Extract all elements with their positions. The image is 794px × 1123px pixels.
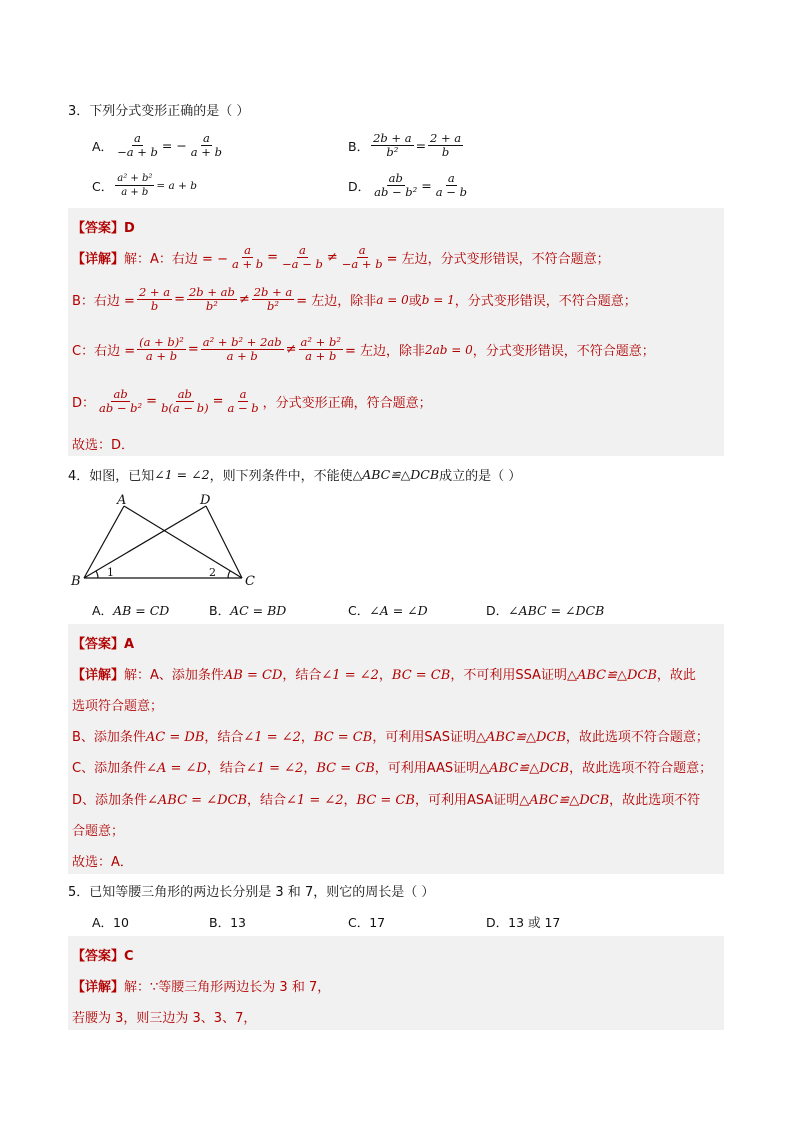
- frac-num: (a + b)²: [139, 335, 184, 349]
- q3-choose: 故选：D．: [72, 438, 135, 453]
- option-label: B．: [348, 138, 370, 154]
- q5-option-a: A．10: [92, 915, 129, 930]
- angle-1-arc: [96, 571, 98, 578]
- op: =: [415, 138, 427, 153]
- q4-detail-l3: [72, 757, 712, 776]
- frac-den: a + b: [231, 257, 264, 271]
- frac-num: a: [447, 171, 455, 185]
- text: ，: [378, 668, 392, 683]
- math: △ABC≌△DCB: [475, 730, 566, 745]
- q3-detail-b: [72, 286, 637, 313]
- option-label: D．: [348, 178, 371, 194]
- text: ，: [303, 761, 317, 776]
- option-math: ∠A = ∠D: [369, 603, 428, 618]
- frac-num: a: [244, 243, 251, 257]
- text: ，故此选项不符合题意；: [565, 730, 709, 745]
- frac-den: a − b: [435, 185, 467, 199]
- q4-detail-l2: [72, 726, 709, 745]
- op: =: [267, 250, 279, 265]
- text: B、添加条件: [72, 730, 146, 745]
- frac-den: −a + b: [117, 145, 158, 159]
- text: = 左边，除非: [296, 294, 377, 309]
- frac-num: a² + b²: [300, 335, 341, 349]
- frac-den: a − b: [227, 401, 259, 415]
- q4-detail-l4b: 合题意；: [72, 824, 125, 839]
- detail-head: 【详解】: [72, 252, 125, 267]
- op: ≠: [285, 342, 297, 357]
- text: ，故此选项不符合题意；: [569, 761, 713, 776]
- op: ≠: [238, 292, 250, 307]
- text: ，可利用AAS证明: [374, 761, 480, 776]
- math: ∠A = ∠D: [146, 761, 207, 776]
- q3-stem: 3．下列分式变形正确的是（ ）: [68, 104, 250, 119]
- text: D、添加条件: [72, 793, 148, 808]
- q5-answer: 【答案】C: [72, 949, 134, 964]
- text: D：: [72, 396, 96, 411]
- math: ∠1 = ∠2: [321, 668, 379, 683]
- detail-head: 【详解】: [72, 980, 125, 995]
- frac-den: a + b: [190, 145, 222, 159]
- frac-num: a: [239, 387, 247, 401]
- frac-num: ab: [177, 387, 192, 401]
- frac-den: a + b: [226, 349, 258, 363]
- text: ，故此选项不符: [609, 793, 701, 808]
- q5-option-d: D．13 或 17: [486, 915, 561, 930]
- op: ≠: [326, 250, 338, 265]
- text: ，结合: [282, 668, 322, 683]
- segment-bd: [84, 506, 206, 578]
- q5-detail-l2: 若腰为 3，则三边为 3、3、7，: [72, 1011, 257, 1026]
- q4-option-d: [486, 601, 604, 619]
- frac-den: a + b: [121, 187, 149, 198]
- frac-num: 2b + a: [253, 285, 293, 299]
- frac-den: b: [150, 299, 159, 313]
- option-label: A．: [92, 138, 114, 154]
- math: △ABC≌△DCB: [566, 668, 657, 683]
- math: ∠1 = ∠2: [245, 761, 304, 776]
- frac-den: ab − b²: [374, 185, 418, 199]
- q3-option-d: [348, 172, 471, 199]
- math: AC = DB: [145, 730, 205, 745]
- frac-den: −a − b: [282, 257, 323, 271]
- text: ，分式变形错误，不符合题意；: [454, 294, 637, 309]
- text: = 左边，分式变形错误，不符合题意；: [386, 252, 610, 267]
- q5-option-b: B．13: [209, 915, 246, 930]
- frac-num: ab: [113, 387, 128, 401]
- math: △ABC≌△DCB: [519, 793, 610, 808]
- op: =: [174, 292, 185, 307]
- option-label: B．: [209, 603, 231, 618]
- q4-option-c: [348, 601, 428, 619]
- q5-stem: 5．已知等腰三角形的两边长分别是 3 和 7，则它的周长是（ ）: [68, 885, 435, 900]
- q3-detail-c: [72, 336, 655, 363]
- math: BC = CB: [313, 730, 373, 745]
- text: ，结合: [206, 761, 246, 776]
- frac-den: b: [441, 145, 450, 159]
- option-math: AB = CD: [113, 603, 170, 618]
- frac-den: b(a − b): [161, 401, 209, 415]
- frac-num: 2b + ab: [188, 285, 235, 299]
- frac-den: a + b: [305, 349, 337, 363]
- q4-answer: 【答案】A: [72, 637, 135, 652]
- q4-detail-l4: [72, 789, 700, 808]
- text: B：右边 =: [72, 294, 135, 309]
- q4-detail-l1: [72, 664, 696, 683]
- text: ，分式变形正确，符合题意；: [262, 396, 432, 411]
- text: ，不可利用SSA证明: [450, 668, 567, 683]
- math: BC = CB: [356, 793, 415, 808]
- math: ∠1 = ∠2: [243, 730, 301, 745]
- q3-option-c: [92, 172, 197, 199]
- math: ∠1 = ∠2: [286, 793, 344, 808]
- frac-num: a: [134, 131, 141, 145]
- text: ，: [343, 793, 357, 808]
- text: ，故此: [656, 668, 696, 683]
- option-label: C．: [92, 178, 114, 194]
- math: BC = CB: [391, 668, 451, 683]
- frac-num: a: [202, 131, 210, 145]
- math: b = 1: [421, 292, 455, 307]
- frac-den: ab − b²: [99, 401, 143, 415]
- q3-option-a: [92, 132, 226, 159]
- math: a = 0: [376, 292, 409, 307]
- frac-num: ab: [388, 171, 403, 185]
- text: = 左边，除非: [344, 344, 425, 359]
- text: C：右边 =: [72, 344, 136, 359]
- frac-den: b²: [266, 299, 279, 313]
- frac-num: 2b + a: [373, 131, 412, 145]
- triangle-figure: [68, 492, 268, 592]
- label-c: C: [245, 574, 255, 589]
- frac-num: a² + b² + 2ab: [202, 335, 282, 349]
- math: 2ab = 0: [424, 342, 473, 357]
- option-math: AC = BD: [230, 603, 287, 618]
- angle-2-label: 2: [209, 566, 216, 579]
- text: C、添加条件: [72, 761, 147, 776]
- op: = −: [161, 138, 187, 153]
- frac-num: a² + b²: [117, 173, 153, 184]
- op: =: [212, 394, 224, 409]
- q4-choose: 故选：A．: [72, 855, 133, 870]
- frac-den: a + b: [145, 349, 178, 363]
- q4-option-a: [92, 601, 169, 619]
- q5-detail-l1: [72, 976, 330, 995]
- option-label: A．: [92, 603, 114, 618]
- frac-num: a: [358, 243, 366, 257]
- op: =: [187, 342, 199, 357]
- math: ∠1 = ∠2: [154, 467, 210, 482]
- frac-num: 2 + a: [430, 131, 462, 145]
- label-a: A: [117, 493, 127, 508]
- text: 或: [408, 294, 422, 309]
- text: ，可利用SAS证明: [372, 730, 476, 745]
- q5-option-c: C．17: [348, 915, 386, 930]
- q3-option-b: [348, 132, 465, 159]
- frac-den: −a + b: [341, 257, 383, 271]
- angle-2-arc: [228, 571, 230, 578]
- text: ，分式变形错误，不符合题意；: [472, 344, 655, 359]
- math: ∠ABC = ∠DCB: [147, 793, 248, 808]
- op: = a + b: [156, 179, 197, 192]
- text: 成立的是（ ）: [439, 469, 522, 484]
- frac-den: b²: [205, 299, 218, 313]
- frac-den: b²: [386, 145, 399, 159]
- math: BC = CB: [316, 761, 375, 776]
- op: =: [421, 178, 432, 193]
- text: ，则下列条件中，不能使: [209, 469, 353, 484]
- text: ，结合: [247, 793, 287, 808]
- q4-option-b: [209, 601, 286, 619]
- math: △ABC≌△DCB: [352, 467, 440, 482]
- label-d: D: [200, 493, 211, 508]
- text: ，: [300, 730, 314, 745]
- math: AB = CD: [223, 668, 283, 683]
- segment-ab: [84, 506, 124, 578]
- op: =: [146, 394, 158, 409]
- frac-num: 2 + a: [138, 285, 171, 299]
- text: 解：∵等腰三角形两边长为 3 和 7，: [124, 980, 331, 995]
- angle-1-label: 1: [107, 566, 114, 579]
- q4-stem: [68, 465, 521, 484]
- text: ，可利用ASA证明: [414, 793, 520, 808]
- math: △ABC≌△DCB: [479, 761, 570, 776]
- text: ，结合: [204, 730, 244, 745]
- option-label: C．: [348, 603, 370, 618]
- detail-head: 【详解】: [72, 668, 125, 683]
- q3-detail-a: [72, 244, 610, 271]
- option-label: D．: [486, 603, 509, 618]
- text: 解：A：右边 = −: [124, 252, 228, 267]
- option-math: ∠ABC = ∠DCB: [508, 603, 605, 618]
- text: 解：A、添加条件: [124, 668, 224, 683]
- q3-answer: 【答案】D: [72, 221, 135, 236]
- frac-num: a: [299, 243, 306, 257]
- label-b: B: [71, 574, 81, 589]
- text: 4．如图，已知: [68, 469, 155, 484]
- q3-detail-d: [72, 388, 432, 415]
- q4-answer-block: [68, 624, 724, 874]
- q4-detail-l1b: 选项符合题意；: [72, 699, 164, 714]
